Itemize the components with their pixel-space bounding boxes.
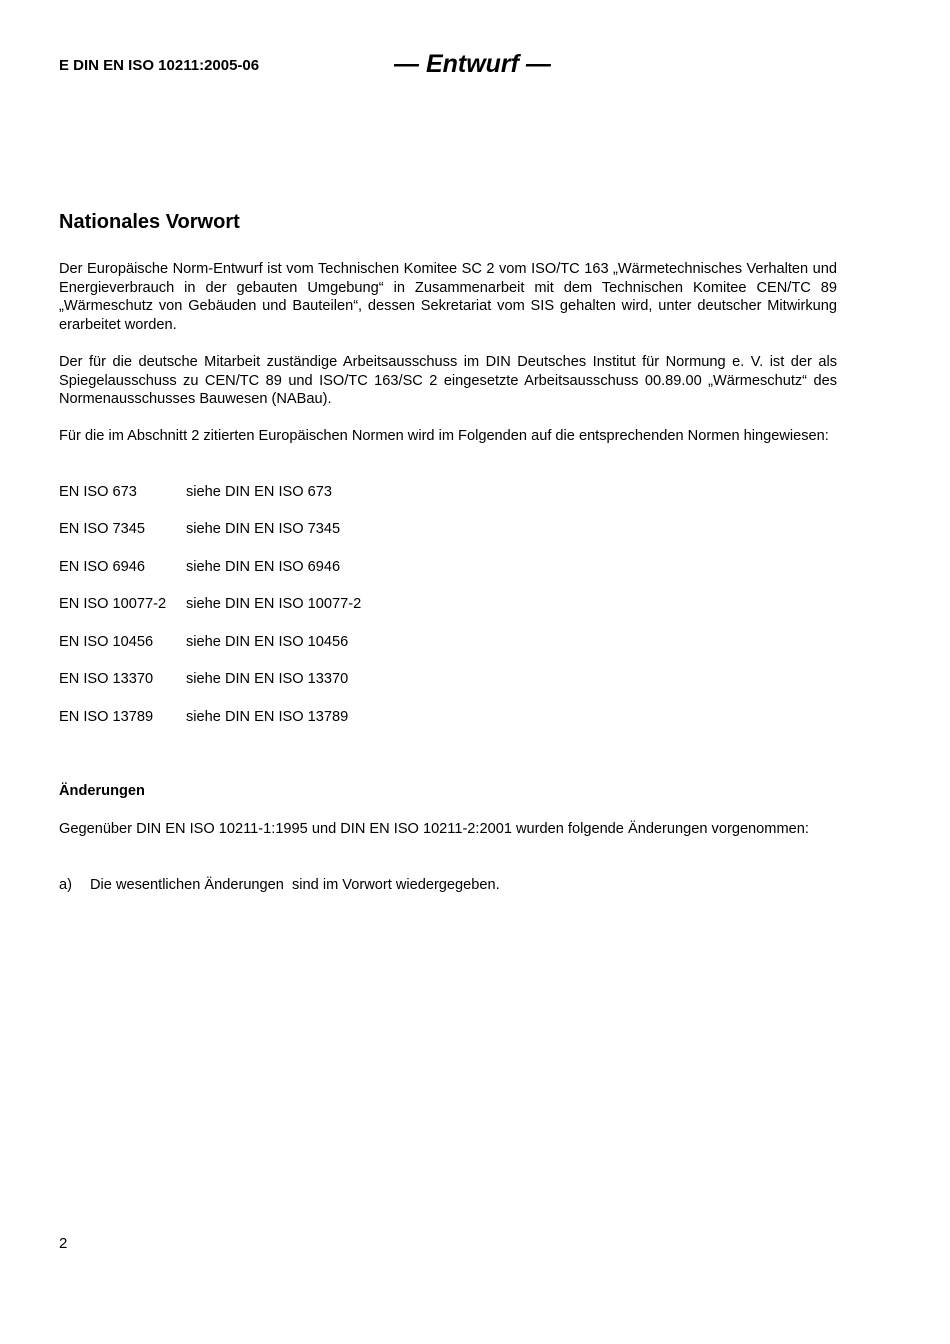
reference-row (59, 670, 348, 689)
reference-code: EN ISO 6946 (59, 559, 145, 575)
reference-row (59, 483, 332, 502)
changes-intro: Gegenüber DIN EN ISO 10211-1:1995 und DIN EN ISO 10211-2:2001 wurden folgende Änderungen vorgenommen: (59, 821, 809, 837)
reference-target: siehe DIN EN ISO 13370 (186, 671, 349, 687)
reference-target: siehe DIN EN ISO 10456 (186, 634, 349, 650)
list-item (59, 876, 500, 895)
paragraph-working-committee: Der für die deutsche Mitarbeit zuständige Arbeitsausschuss im DIN Deutsches Institut für Normung e. V. ist der als Spiegelausschuss zu CEN/TC 89 und ISO/TC 163/SC 2 eingesetzte Arbeitsausschuss 00.89.00 „Wärmeschutz“ des Normenausschusses Bauwesen (NABau). (59, 354, 837, 407)
reference-row (59, 708, 348, 727)
reference-code: EN ISO 10077-2 (59, 596, 167, 612)
reference-code: EN ISO 10456 (59, 634, 154, 650)
reference-row (59, 558, 340, 577)
reference-code: EN ISO 13370 (59, 671, 154, 687)
reference-row (59, 595, 361, 614)
reference-code: EN ISO 13789 (59, 709, 154, 725)
reference-row (59, 633, 348, 652)
reference-code: EN ISO 7345 (59, 521, 145, 537)
page-number: 2 (59, 1235, 68, 1252)
document-id: E DIN EN ISO 10211:2005-06 (59, 57, 260, 74)
changes-heading: Änderungen (59, 783, 145, 799)
reference-row (59, 520, 340, 539)
paragraph-references-intro: Für die im Abschnitt 2 zitierten Europäischen Normen wird im Folgenden auf die entsprechenden Normen hingewiesen: (59, 428, 829, 444)
reference-target: siehe DIN EN ISO 10077-2 (186, 596, 362, 612)
reference-target: siehe DIN EN ISO 13789 (186, 709, 349, 725)
paragraph-committee: Der Europäische Norm-Entwurf ist vom Technischen Komitee SC 2 vom ISO/TC 163 „Wärmetechnisches Verhalten und Energieverbrauch in der gebauten Umgebung“ in Zusammenarbeit mit dem Technischen Komitee CEN/TC 89 „Wärmeschutz von Gebäuden und Bauteilen“, dessen Sekretariat vom SIS gehalten wird, unter deutscher Mitwirkung erarbeitet worden. (59, 261, 837, 333)
reference-target: siehe DIN EN ISO 673 (186, 484, 333, 500)
list-marker: a) (59, 877, 72, 893)
page-title: Nationales Vorwort (59, 211, 240, 233)
reference-target: siehe DIN EN ISO 7345 (186, 521, 341, 537)
reference-code: EN ISO 673 (59, 484, 137, 500)
list-item-text: Die wesentlichen Änderungen sind im Vorwort wiedergegeben. (90, 877, 500, 893)
reference-target: siehe DIN EN ISO 6946 (186, 559, 341, 575)
draft-watermark: — Entwurf — (394, 50, 551, 78)
